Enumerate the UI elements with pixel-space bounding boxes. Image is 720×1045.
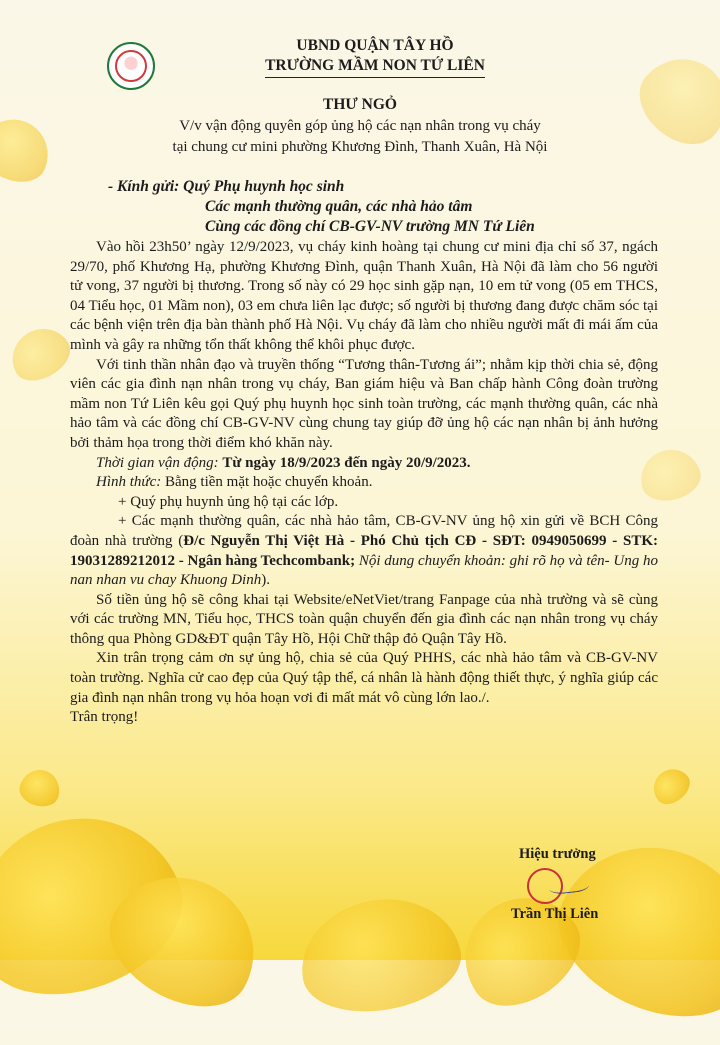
greeting-line: - Kính gửi: Quý Phụ huynh học sinh	[108, 178, 345, 195]
form-label: Hình thức:	[96, 474, 162, 491]
ginkgo-leaf-decoration	[646, 762, 696, 811]
letter-title: THƯ NGỎ	[323, 96, 397, 113]
transfer-note: Nội dung chuyển khoản: ghi rõ họ và tên- Ung ho nan nhan vu chay Khuong Dinh	[70, 552, 658, 589]
paragraph-disclosure: Số tiền ủng hộ sẽ công khai tại Website/eNetViet/trang Fanpage của nhà trường và sẽ cùng với các trường MN, Tiểu học, THCS toàn quận chuyển đến gia đình các nạn nhân trong vụ cháy thông qua Phòng GD&ĐT quận Tây Hồ, Hội Chữ thập đỏ Quận Tây Hồ.	[70, 591, 658, 647]
ginkgo-leaf-decoration	[2, 318, 78, 390]
ginkgo-leaf-decoration	[292, 887, 469, 1023]
greeting-line: Cùng các đồng chí CB-GV-NV trường MN Tứ Liên	[205, 218, 535, 235]
paragraph-thanks: Xin trân trọng cảm ơn sự ủng hộ, chia sẻ của Quý PHHS, các nhà hảo tâm và CB-GV-NV toàn trường. Nghĩa cử cao đẹp của Quý tập thể, cá nhân là hành động thiết thực, ý nghĩa giúp các gia đình nạn nhân trong vụ hỏa hoạn vơi đi mất mát vô cùng lớn lao./.	[70, 650, 658, 706]
item-text: + Các mạnh thường quân, các nhà hảo tâm, CB-GV-NV ủng hộ xin gửi về BCH Công đoàn nhà trường (	[70, 513, 658, 549]
bank-details: Đ/c Nguyễn Thị Việt Hà - Phó Chủ tịch CĐ - SĐT: 0949050699 - STK: 19031289212012 - Ngân hàng Techcombank;	[70, 532, 658, 569]
paragraph-incident: Vào hồi 23h50’ ngày 12/9/2023, vụ cháy kinh hoàng tại chung cư mini địa chỉ số 37, ngách 29/70, phố Khương Hạ, phường Khương Đình, quận Thanh Xuân, Hà Nội đã làm cho 56 người tử vong, 37 người bị thương. Trong số này có 29 học sinh gặp nạn, 10 em tử vong (05 em THCS, 04 Tiểu học, 01 Mầm non), 03 em chưa liên lạc được; số người bị thương đang được chăm sóc tại các bệnh viện trên địa bàn thành phố Hà Nội. Vụ cháy đã làm cho nhiều người mất đi mái ấm của mình và gây ra những tổn thất không thể khôi phục được.	[70, 239, 658, 353]
greeting-line: Các mạnh thường quân, các nhà hảo tâm	[205, 198, 473, 215]
letter-subtitle	[0, 116, 720, 158]
paragraph-appeal: Với tinh thần nhân đạo và truyền thống “Tương thân-Tương ái”; nhằm kịp thời chia sẻ, động viên các gia đình nạn nhân trong vụ cháy, Ban giám hiệu và Ban chấp hành Công đoàn trường mầm non Tứ Liên kêu gọi Quý phụ huynh học sinh toàn trường, các mạnh thường quân, các nhà hảo tâm và các đồng chí CB-GV-NV cùng chung tay giúp đỡ ủng hộ các nạn nhân bị ảnh hưởng bởi thảm họa trong thời điểm khó khăn này.	[70, 356, 658, 451]
letter-body	[70, 238, 658, 728]
organization-name: UBND QUẬN TÂY HỒ	[296, 37, 454, 54]
subtitle-line: tại chung cư mini phường Khương Đình, Thanh Xuân, Hà Nội	[172, 139, 548, 155]
closing: Trân trọng!	[70, 709, 139, 726]
school-name: TRƯỜNG MẦM NON TỨ LIÊN	[265, 56, 485, 78]
donation-form	[70, 473, 658, 493]
letter-header	[0, 36, 720, 78]
subtitle-line: V/v vận động quyên góp ủng hộ các nạn nhân trong vụ cháy	[179, 118, 541, 134]
list-item	[70, 512, 658, 590]
time-value: Từ ngày 18/9/2023 đến ngày 20/9/2023.	[222, 454, 471, 471]
signatory-name: Trần Thị Liên	[511, 906, 599, 922]
stamp-signature-icon	[527, 868, 591, 902]
campaign-time	[70, 454, 658, 474]
form-value: Bằng tiền mặt hoặc chuyển khoản.	[161, 474, 373, 491]
ginkgo-leaf-decoration	[16, 765, 64, 810]
time-label: Thời gian vận động:	[96, 454, 219, 471]
signature-title: Hiệu trưởng	[519, 846, 596, 862]
item-text: ).	[261, 572, 270, 589]
list-item: + Quý phụ huynh ủng hộ tại các lớp.	[118, 493, 339, 510]
